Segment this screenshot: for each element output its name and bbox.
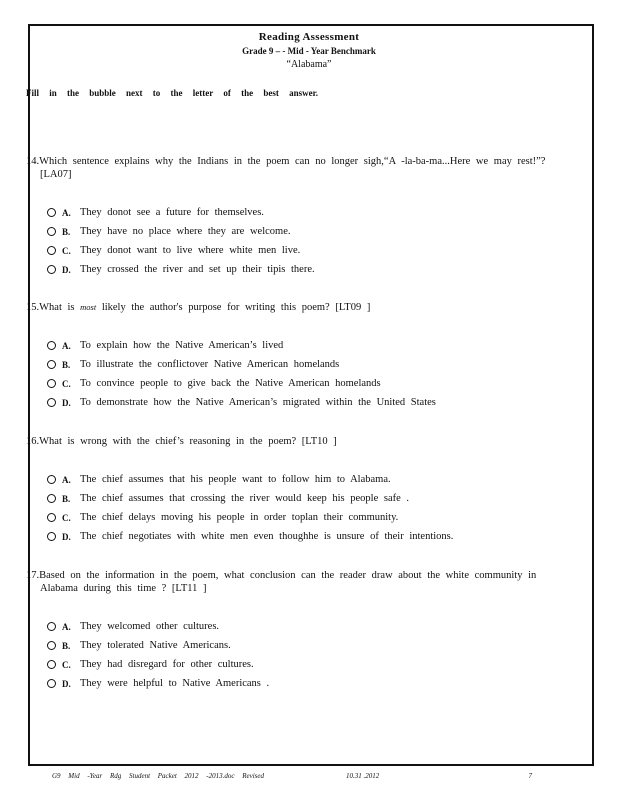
option-letter: C.	[62, 378, 71, 389]
option-text: They crossed the river and set up their tipis there.	[80, 264, 315, 275]
answer-bubble-icon[interactable]	[47, 679, 56, 688]
passage-title: “Alabama”	[286, 59, 332, 70]
answer-bubble-icon[interactable]	[47, 208, 56, 217]
answer-bubble-icon[interactable]	[47, 660, 56, 669]
option-letter: C.	[62, 512, 71, 523]
answer-bubble-icon[interactable]	[47, 513, 56, 522]
question-16	[26, 435, 546, 546]
option-text: They welcomed other cultures.	[80, 621, 220, 632]
question-15	[26, 301, 546, 412]
answer-option-a[interactable]	[26, 203, 546, 222]
option-letter: A.	[62, 621, 71, 632]
option-letter: A.	[62, 340, 71, 351]
question-stem	[26, 301, 546, 314]
answer-option-c[interactable]	[26, 241, 546, 260]
question-stem: 14.Which sentence explains why the Indians in the poem can no longer sigh,“A -la-ba-ma...Here we may rest!”? [LA07]	[26, 156, 546, 180]
answer-options	[26, 470, 546, 546]
answer-bubble-icon[interactable]	[47, 360, 56, 369]
option-letter: D.	[62, 531, 71, 542]
footer-page-number: 7	[528, 772, 532, 780]
option-letter: A.	[62, 474, 71, 485]
option-text: They were helpful to Native Americans .	[80, 678, 270, 689]
option-text: To demonstrate how the Native American’s migrated within the United States	[80, 397, 436, 408]
answer-bubble-icon[interactable]	[47, 494, 56, 503]
page-footer	[52, 772, 532, 780]
grade-line: Grade 9 – - Mid - Year Benchmark	[242, 46, 376, 56]
question-stem-start: 15.What is	[26, 302, 75, 313]
answer-option-d[interactable]	[26, 674, 546, 693]
answer-option-b[interactable]	[26, 355, 546, 374]
answer-bubble-icon[interactable]	[47, 227, 56, 236]
question-17	[26, 569, 546, 693]
option-text: They tolerated Native Americans.	[80, 640, 231, 651]
answer-bubble-icon[interactable]	[47, 475, 56, 484]
option-text: They donot want to live where white men live.	[80, 245, 301, 256]
page-header	[0, 30, 618, 72]
answer-options	[26, 203, 546, 279]
option-text: The chief assumes that his people want to follow him to Alabama.	[80, 474, 391, 485]
option-letter: B.	[62, 226, 71, 237]
emphasis-word: most	[80, 302, 97, 312]
question-stem-end: likely the author's purpose for writing this poem? [LT09 ]	[101, 302, 371, 313]
answer-bubble-icon[interactable]	[47, 622, 56, 631]
answer-bubble-icon[interactable]	[47, 641, 56, 650]
option-text: To illustrate the conflictover Native American homelands	[80, 359, 340, 370]
question-stem: 16.What is wrong with the chief’s reasoning in the poem? [LT10 ]	[26, 436, 337, 447]
option-letter: B.	[62, 359, 71, 370]
option-text: The chief assumes that crossing the river would keep his people safe .	[80, 493, 410, 504]
answer-options	[26, 336, 546, 412]
answer-option-d[interactable]	[26, 260, 546, 279]
instructions: Fill in the bubble next to the letter of the best answer.	[26, 88, 318, 98]
answer-bubble-icon[interactable]	[47, 379, 56, 388]
answer-bubble-icon[interactable]	[47, 341, 56, 350]
answer-option-c[interactable]	[26, 508, 546, 527]
option-text: To convince people to give back the Native American homelands	[80, 378, 381, 389]
answer-option-d[interactable]	[26, 527, 546, 546]
option-letter: C.	[62, 245, 71, 256]
answer-option-b[interactable]	[26, 489, 546, 508]
option-text: The chief negotiates with white men even thoughhe is unsure of their intentions.	[80, 531, 454, 542]
answer-option-c[interactable]	[26, 655, 546, 674]
option-letter: B.	[62, 640, 71, 651]
answer-option-a[interactable]	[26, 617, 546, 636]
answer-bubble-icon[interactable]	[47, 246, 56, 255]
option-letter: B.	[62, 493, 71, 504]
answer-bubble-icon[interactable]	[47, 532, 56, 541]
option-letter: D.	[62, 397, 71, 408]
answer-option-a[interactable]	[26, 336, 546, 355]
option-letter: A.	[62, 207, 71, 218]
footer-filename: G9 Mid -Year Rdg Student Packet 2012 -2013.doc Revised	[52, 772, 265, 780]
answer-option-c[interactable]	[26, 374, 546, 393]
answer-option-a[interactable]	[26, 470, 546, 489]
option-text: They had disregard for other cultures.	[80, 659, 254, 670]
page-title: Reading Assessment	[258, 31, 360, 43]
answer-option-b[interactable]	[26, 636, 546, 655]
option-text: The chief delays moving his people in order toplan their community.	[80, 512, 399, 523]
option-text: To explain how the Native American’s lived	[80, 340, 284, 351]
option-text: They have no place where they are welcome.	[80, 226, 291, 237]
answer-option-d[interactable]	[26, 393, 546, 412]
question-stem: 17.Based on the information in the poem, what conclusion can the reader draw about the white community in Alabama during this time ? [LT11 ]	[26, 570, 537, 594]
question-14	[26, 155, 546, 279]
option-letter: D.	[62, 264, 71, 275]
answer-options	[26, 617, 546, 693]
answer-option-b[interactable]	[26, 222, 546, 241]
option-letter: D.	[62, 678, 71, 689]
answer-bubble-icon[interactable]	[47, 265, 56, 274]
option-text: They donot see a future for themselves.	[80, 207, 264, 218]
answer-bubble-icon[interactable]	[47, 398, 56, 407]
footer-date: 10.31 .2012	[346, 772, 380, 780]
option-letter: C.	[62, 659, 71, 670]
